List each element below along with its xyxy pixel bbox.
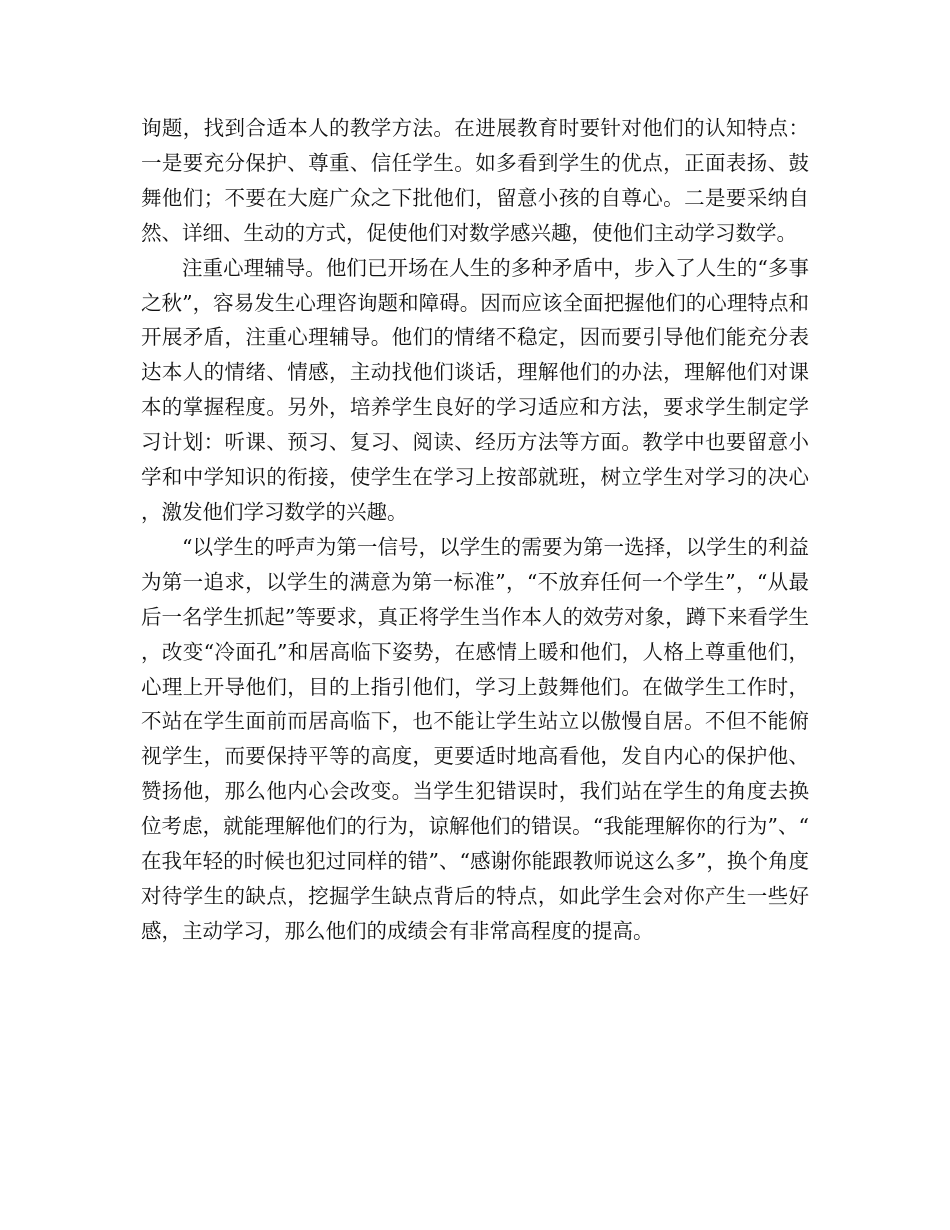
paragraph-psychological-counseling: 注重心理辅导。他们已开场在人生的多种矛盾中，步入了人生的“多事之秋”，容易发生心理咨询题和障碍。因而应该全面把握他们的心理特点和开展矛盾，注重心理辅导。他们的情绪不稳定，因而要引导他们能充分表达本人的情绪、情感，主动找他们谈话，理解他们的办法，理解他们对课本的掌握程度。另外，培养学生良好的学习适应和方法，要求学生制定学习计划：听课、预习、复习、阅读、经历方法等方面。教学中也要留意小学和中学知识的衔接，使学生在学习上按部就班，树立学生对学习的决心，激发他们学习数学的兴趣。 [141,255,809,524]
paragraph-student-centered: “以学生的呼声为第一信号，以学生的需要为第一选择，以学生的利益为第一追求，以学生的满意为第一标准”，“不放弃任何一个学生”，“从最后一名学生抓起”等要求，真正将学生当作本人的效劳对象，蹲下来看学生，改变“冷面孔”和居高临下姿势，在感情上暖和他们，人格上尊重他们，心理上开导他们，目的上指引他们，学习上鼓舞他们。在做学生工作时，不站在学生面前而居高临下，也不能让学生站立以傲慢自居。不但不能俯视学生，而要保持平等的高度，更要适时地高看他，发自内心的保护他、赞扬他，那么他内心会改变。当学生犯错误时，我们站在学生的角度去换位考虑，就能理解他们的行为，谅解他们的错误。“我能理解你的行为”、“在我年轻的时候也犯过同样的错”、“感谢你能跟教师说这么多”，换个角度对待学生的缺点，挖掘学生缺点背后的特点，如此学生会对你产生一些好感，主动学习，那么他们的成绩会有非常高程度的提高。 [141,534,809,943]
document-body [141,111,809,949]
paragraph-teaching-method: 询题，找到合适本人的教学方法。在进展教育时要针对他们的认知特点：一是要充分保护、尊重、信任学生。如多看到学生的优点，正面表扬、鼓舞他们；不要在大庭广众之下批他们，留意小孩的自尊心。二是要采纳自然、详细、生动的方式，促使他们对数学感兴趣，使他们主动学习数学。 [141,116,809,245]
